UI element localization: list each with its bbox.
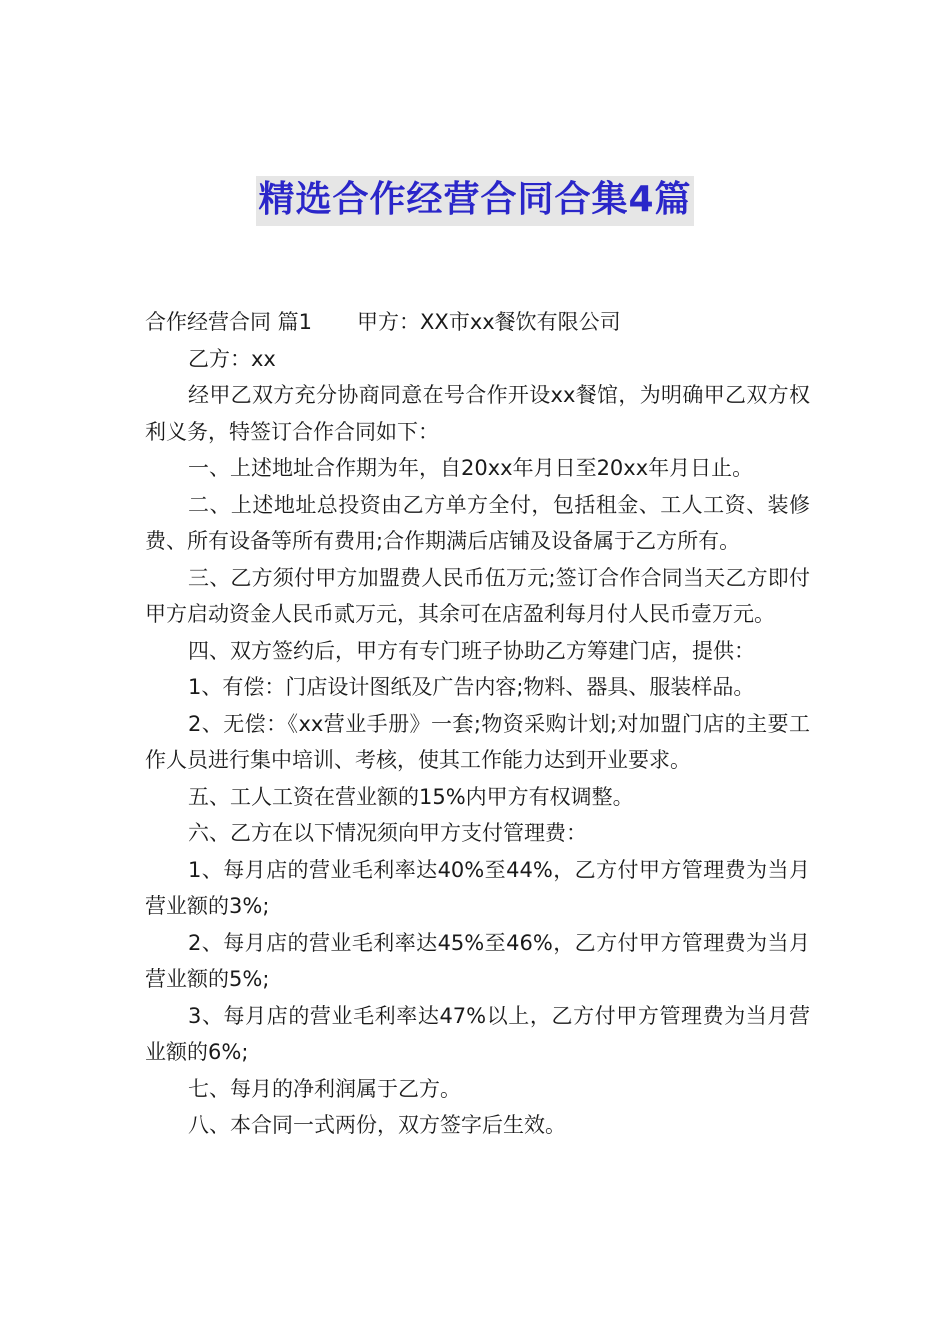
paragraph: 六、乙方在以下情况须向甲方支付管理费： — [188, 821, 587, 845]
title-wrapper — [0, 176, 950, 226]
paragraph: 1、每月店的营业毛利率达40%至44%，乙方付甲方管理费为当月营业额的3%; — [145, 857, 810, 918]
paragraph: 2、每月店的营业毛利率达45%至46%，乙方付甲方管理费为当月营业额的5%; — [145, 930, 810, 991]
paragraph: 1、有偿：门店设计图纸及广告内容;物料、器具、服装样品。 — [188, 675, 755, 699]
contract-heading-line — [145, 304, 810, 341]
paragraph: 一、上述地址合作期为年，自20xx年月日至20xx年月日止。 — [188, 456, 754, 480]
party-a-line: 甲方：XX市xx餐饮有限公司 — [357, 310, 621, 334]
paragraph: 二、上述地址总投资由乙方单方全付，包括租金、工人工资、装修费、所有设备等所有费用;合作期满后店铺及设备属于乙方所有。 — [145, 492, 810, 553]
document-title: 精选合作经营合同合集4篇 — [256, 176, 693, 226]
paragraph: 2、无偿：《xx营业手册》一套;物资采购计划;对加盟门店的主要工作人员进行集中培训、考核，使其工作能力达到开业要求。 — [145, 711, 810, 772]
paragraph: 四、双方签约后，甲方有专门班子协助乙方筹建门店，提供： — [188, 638, 755, 663]
document-body — [145, 304, 810, 1144]
paragraph: 乙方：xx — [188, 346, 276, 371]
paragraph: 八、本合同一式两份，双方签字后生效。 — [188, 1113, 566, 1137]
paragraph: 经甲乙双方充分协商同意在号合作开设xx餐馆，为明确甲乙双方权利义务，特签订合作合同如下： — [145, 383, 810, 444]
paragraph: 五、工人工资在营业额的15%内甲方有权调整。 — [188, 784, 634, 809]
paragraph: 七、每月的净利润属于乙方。 — [188, 1076, 461, 1101]
contract-heading-label: 合作经营合同 篇1 — [145, 310, 313, 334]
paragraph: 三、乙方须付甲方加盟费人民币伍万元;签订合作合同当天乙方即付甲方启动资金人民币贰万元，其余可在店盈利每月付人民币壹万元。 — [145, 565, 810, 626]
paragraph: 3、每月店的营业毛利率达47%以上，乙方付甲方管理费为当月营业额的6%; — [145, 1003, 810, 1064]
